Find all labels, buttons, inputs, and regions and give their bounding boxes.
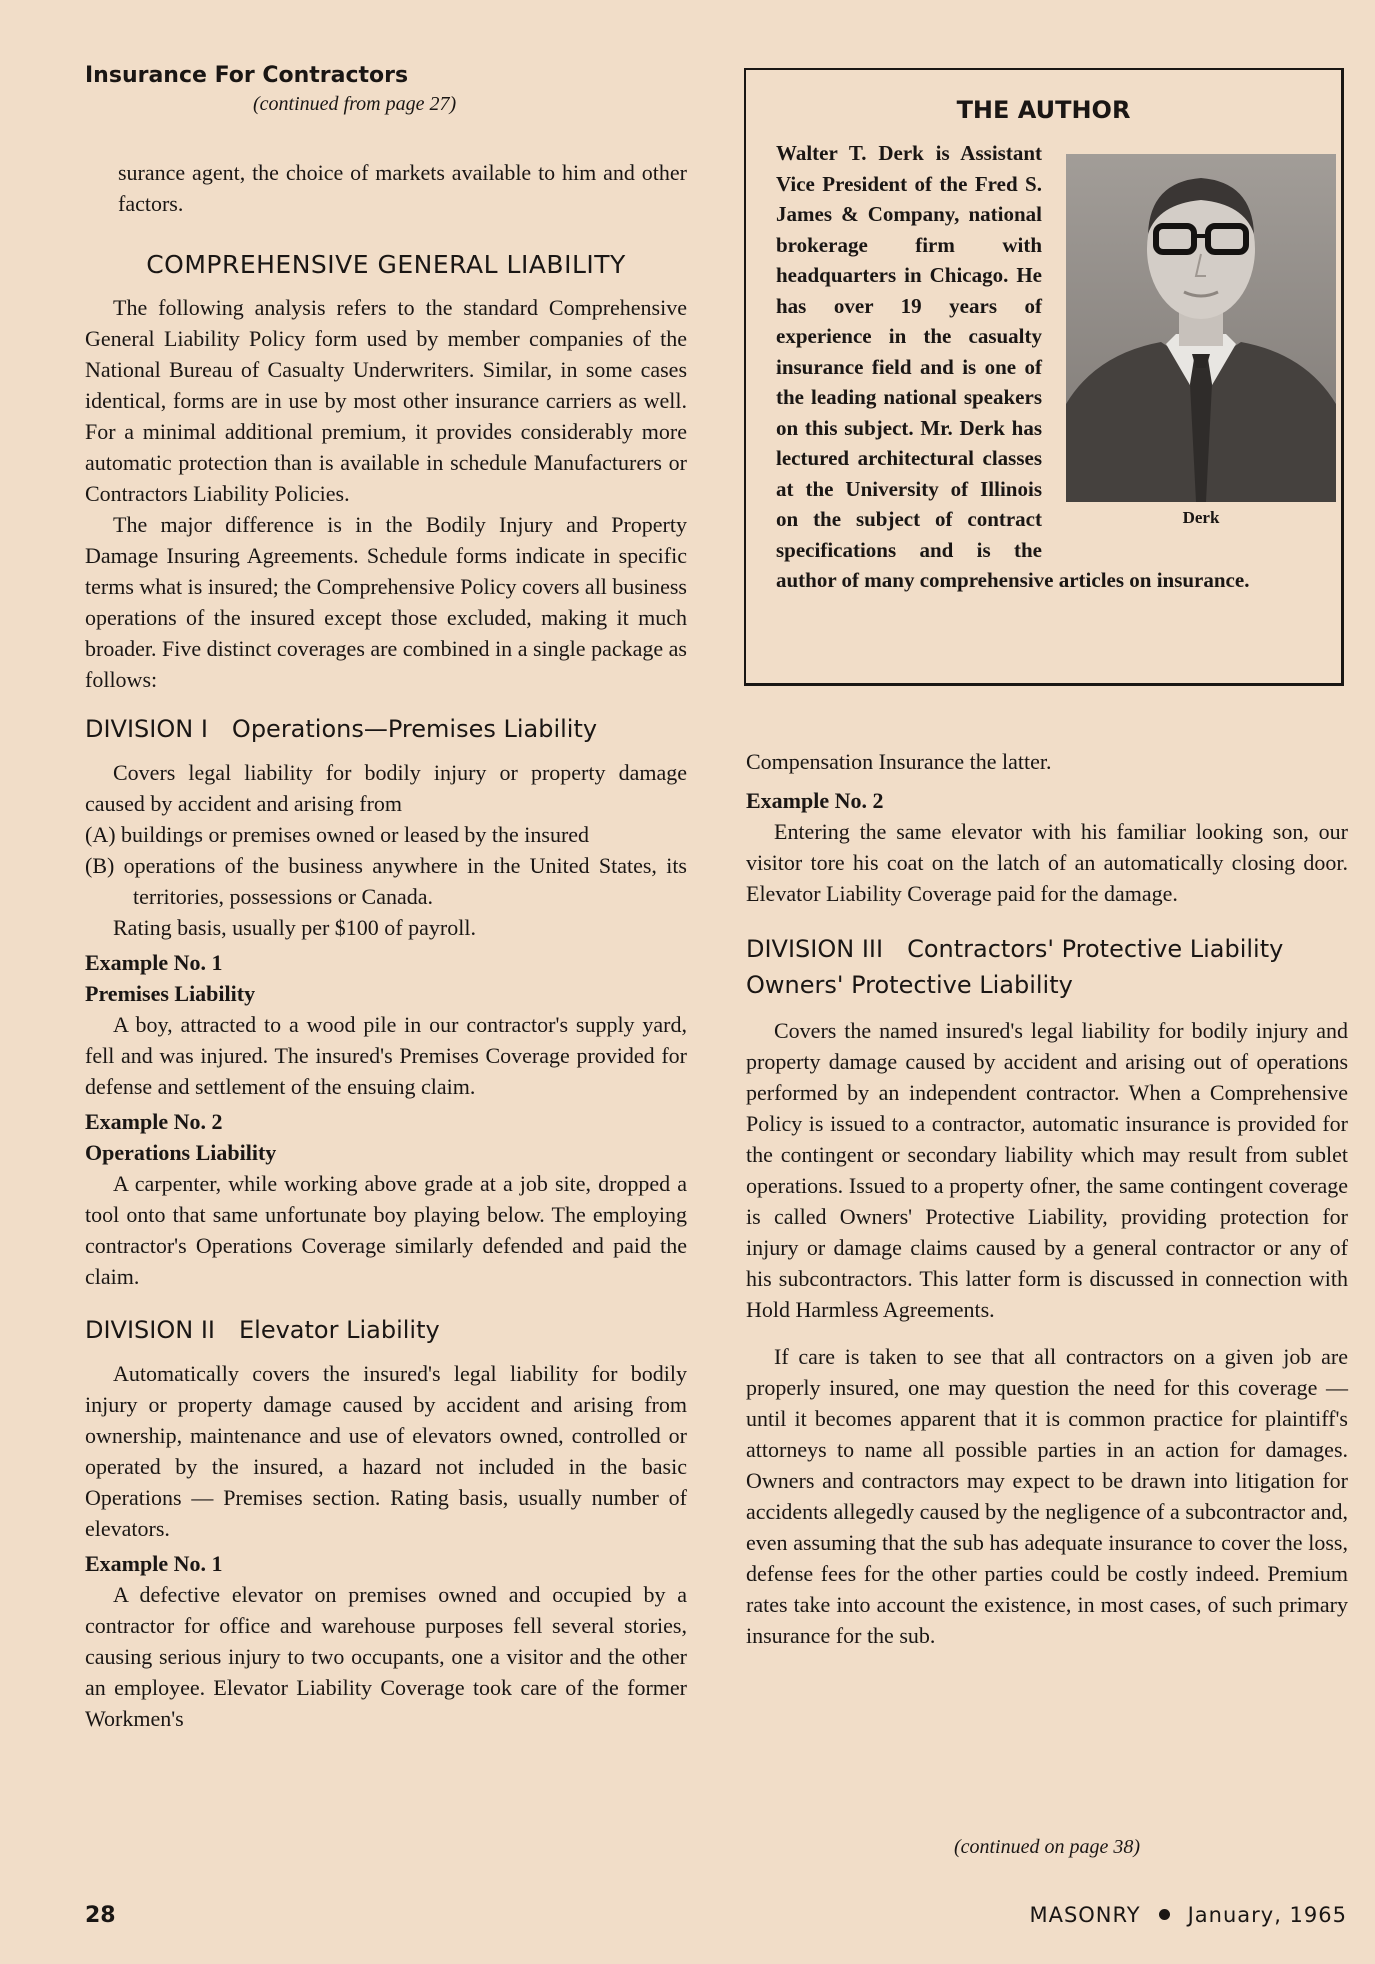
magazine-name: MASONRY (1029, 1903, 1141, 1927)
paragraph: The following analysis refers to the standard Comprehensive General Liability Policy form used by member companies of the National Bureau of Casualty Underwriters. Similar, in some cases identical, forms are in use by most other insurance carriers as well. For a minimal additional premium, it provides considerably more automatic protection than is available in schedule Manufacturers or Contractors Liability Policies. (85, 295, 687, 506)
division-label: DIVISION I (85, 715, 208, 743)
continued-from-note: (continued from page 27) (253, 93, 457, 115)
division-heading (85, 1312, 687, 1348)
footer-publication (1029, 1903, 1347, 1927)
paragraph: Compensation Insurance the latter. (746, 749, 1052, 774)
paragraph: A boy, attracted to a wood pile in our contractor's supply yard, fell and was injured. The insured's Premises Coverage provided for defense and settlement of the ensuing claim. (85, 1012, 687, 1099)
author-box (744, 68, 1344, 686)
paragraph: The major difference is in the Bodily Injury and Property Damage Insuring Agreements. Schedule forms indicate in specific terms what is insured; the Comprehensive Policy covers all business operations of the insured except those excluded, making it much broader. Five distinct coverages are combined in a single package as follows: (85, 512, 687, 692)
paragraph: Rating basis, usually per $100 of payroll. (113, 915, 476, 940)
author-bio: Walter T. Derk is Assistant Vice President of the Fred S. James & Company, national brokerage firm with headquarters in Chicago. He has over 19 years of experience in the casualty insurance field and is one of the leading national speakers on this subject. Mr. Derk has lectured architectural classes at the University of Illinois on the subject of contract specifications and is the author of many comprehensive articles on insurance. (776, 141, 1250, 592)
example-subheading: Premises Liability (85, 981, 256, 1006)
paragraph: Entering the same elevator with his familiar looking son, our visitor tore his coat on the latch of an automatically closing door. Elevator Liability Coverage paid for the damage. (746, 819, 1348, 906)
list-item: (B) operations of the business anywhere in the United States, its territories, possessions or Canada. (85, 853, 687, 909)
division-label: DIVISION III (746, 935, 884, 963)
example-heading: Example No. 2 (746, 788, 884, 813)
continued-on-note: (continued on page 38) (953, 1836, 1141, 1858)
example-heading: Example No. 1 (85, 1551, 223, 1576)
paragraph: If care is taken to see that all contractors on a given job are properly insured, one may question the need for this coverage — until it becomes apparent that it is common practice for plaintiff's attorneys to name all possible parties in an action for damages. Owners and contractors may expect to be drawn into litigation for accidents allegedly caused by the negligence of a subcontractor and, even assuming that the sub has adequate insurance to cover the loss, defense fees for the other parties could be costly indeed. Premium rates take into account the existence, in most cases, of such primary insurance for the sub. (746, 1344, 1348, 1648)
right-column (746, 746, 1348, 1651)
page-number: 28 (85, 1903, 116, 1928)
example-heading: Example No. 1 (85, 950, 223, 975)
list-item: (A) buildings or premises owned or leased by the insured (85, 822, 590, 847)
author-photo-figure (1066, 154, 1336, 536)
paragraph: A carpenter, while working above grade at a job site, dropped a tool onto that same unfortunate boy playing below. The employing contractor's Operations Coverage similarly defended and paid the claim. (85, 1171, 687, 1289)
intro-paragraph: surance agent, the choice of markets available to him and other factors. (118, 160, 687, 216)
paragraph: A defective elevator on premises owned and occupied by a contractor for office and warehouse purposes fell several stories, causing serious injury to two occupants, one a visitor and the other an employee. Elevator Liability Coverage took care of the former Workmen's (85, 1582, 687, 1731)
division-title: Contractors' Protective Liability (907, 935, 1284, 963)
example-subheading: Operations Liability (85, 1140, 277, 1165)
article-title: Insurance For Contractors (85, 63, 409, 88)
paragraph: Covers the named insured's legal liability for bodily injury and property damage caused by accident and arising out of operations performed by an independent contractor. When a Comprehensive Policy is issued to a contractor, automatic insurance is provided for the contingent or secondary liability which may result from sublet operations. Issued to a property ofner, the same contingent coverage is called Owners' Protective Liability, providing protection for injury or damage claims caused by a general contractor or any of his subcontractors. This latter form is discussed in connection with Hold Harmless Agreements. (746, 1018, 1348, 1322)
left-column (85, 60, 687, 1734)
division-title: Elevator Liability (239, 1316, 440, 1344)
author-portrait-image (1066, 154, 1336, 502)
bullet-dot-icon (1159, 1909, 1170, 1920)
division-label: DIVISION II (85, 1316, 215, 1344)
division-title-secondary: Owners' Protective Liability (746, 971, 1073, 999)
section-heading: COMPREHENSIVE GENERAL LIABILITY (146, 250, 626, 279)
issue-date: January, 1965 (1187, 1903, 1347, 1927)
division-heading (746, 931, 1348, 1003)
author-box-title: THE AUTHOR (956, 96, 1131, 124)
division-heading (85, 711, 687, 747)
photo-caption: Derk (1182, 508, 1220, 527)
author-photo (1066, 154, 1336, 502)
example-heading: Example No. 2 (85, 1109, 223, 1134)
paragraph: Covers legal liability for bodily injury or property damage caused by accident and arising from (85, 760, 687, 816)
division-title: Operations—Premises Liability (231, 715, 598, 743)
author-bio-container (776, 138, 1336, 596)
paragraph: Automatically covers the insured's legal liability for bodily injury or property damage caused by accident and arising from ownership, maintenance and use of elevators owned, controlled or operated by the insured, a hazard not included in the basic Operations — Premises section. Rating basis, usually number of elevators. (85, 1361, 687, 1541)
